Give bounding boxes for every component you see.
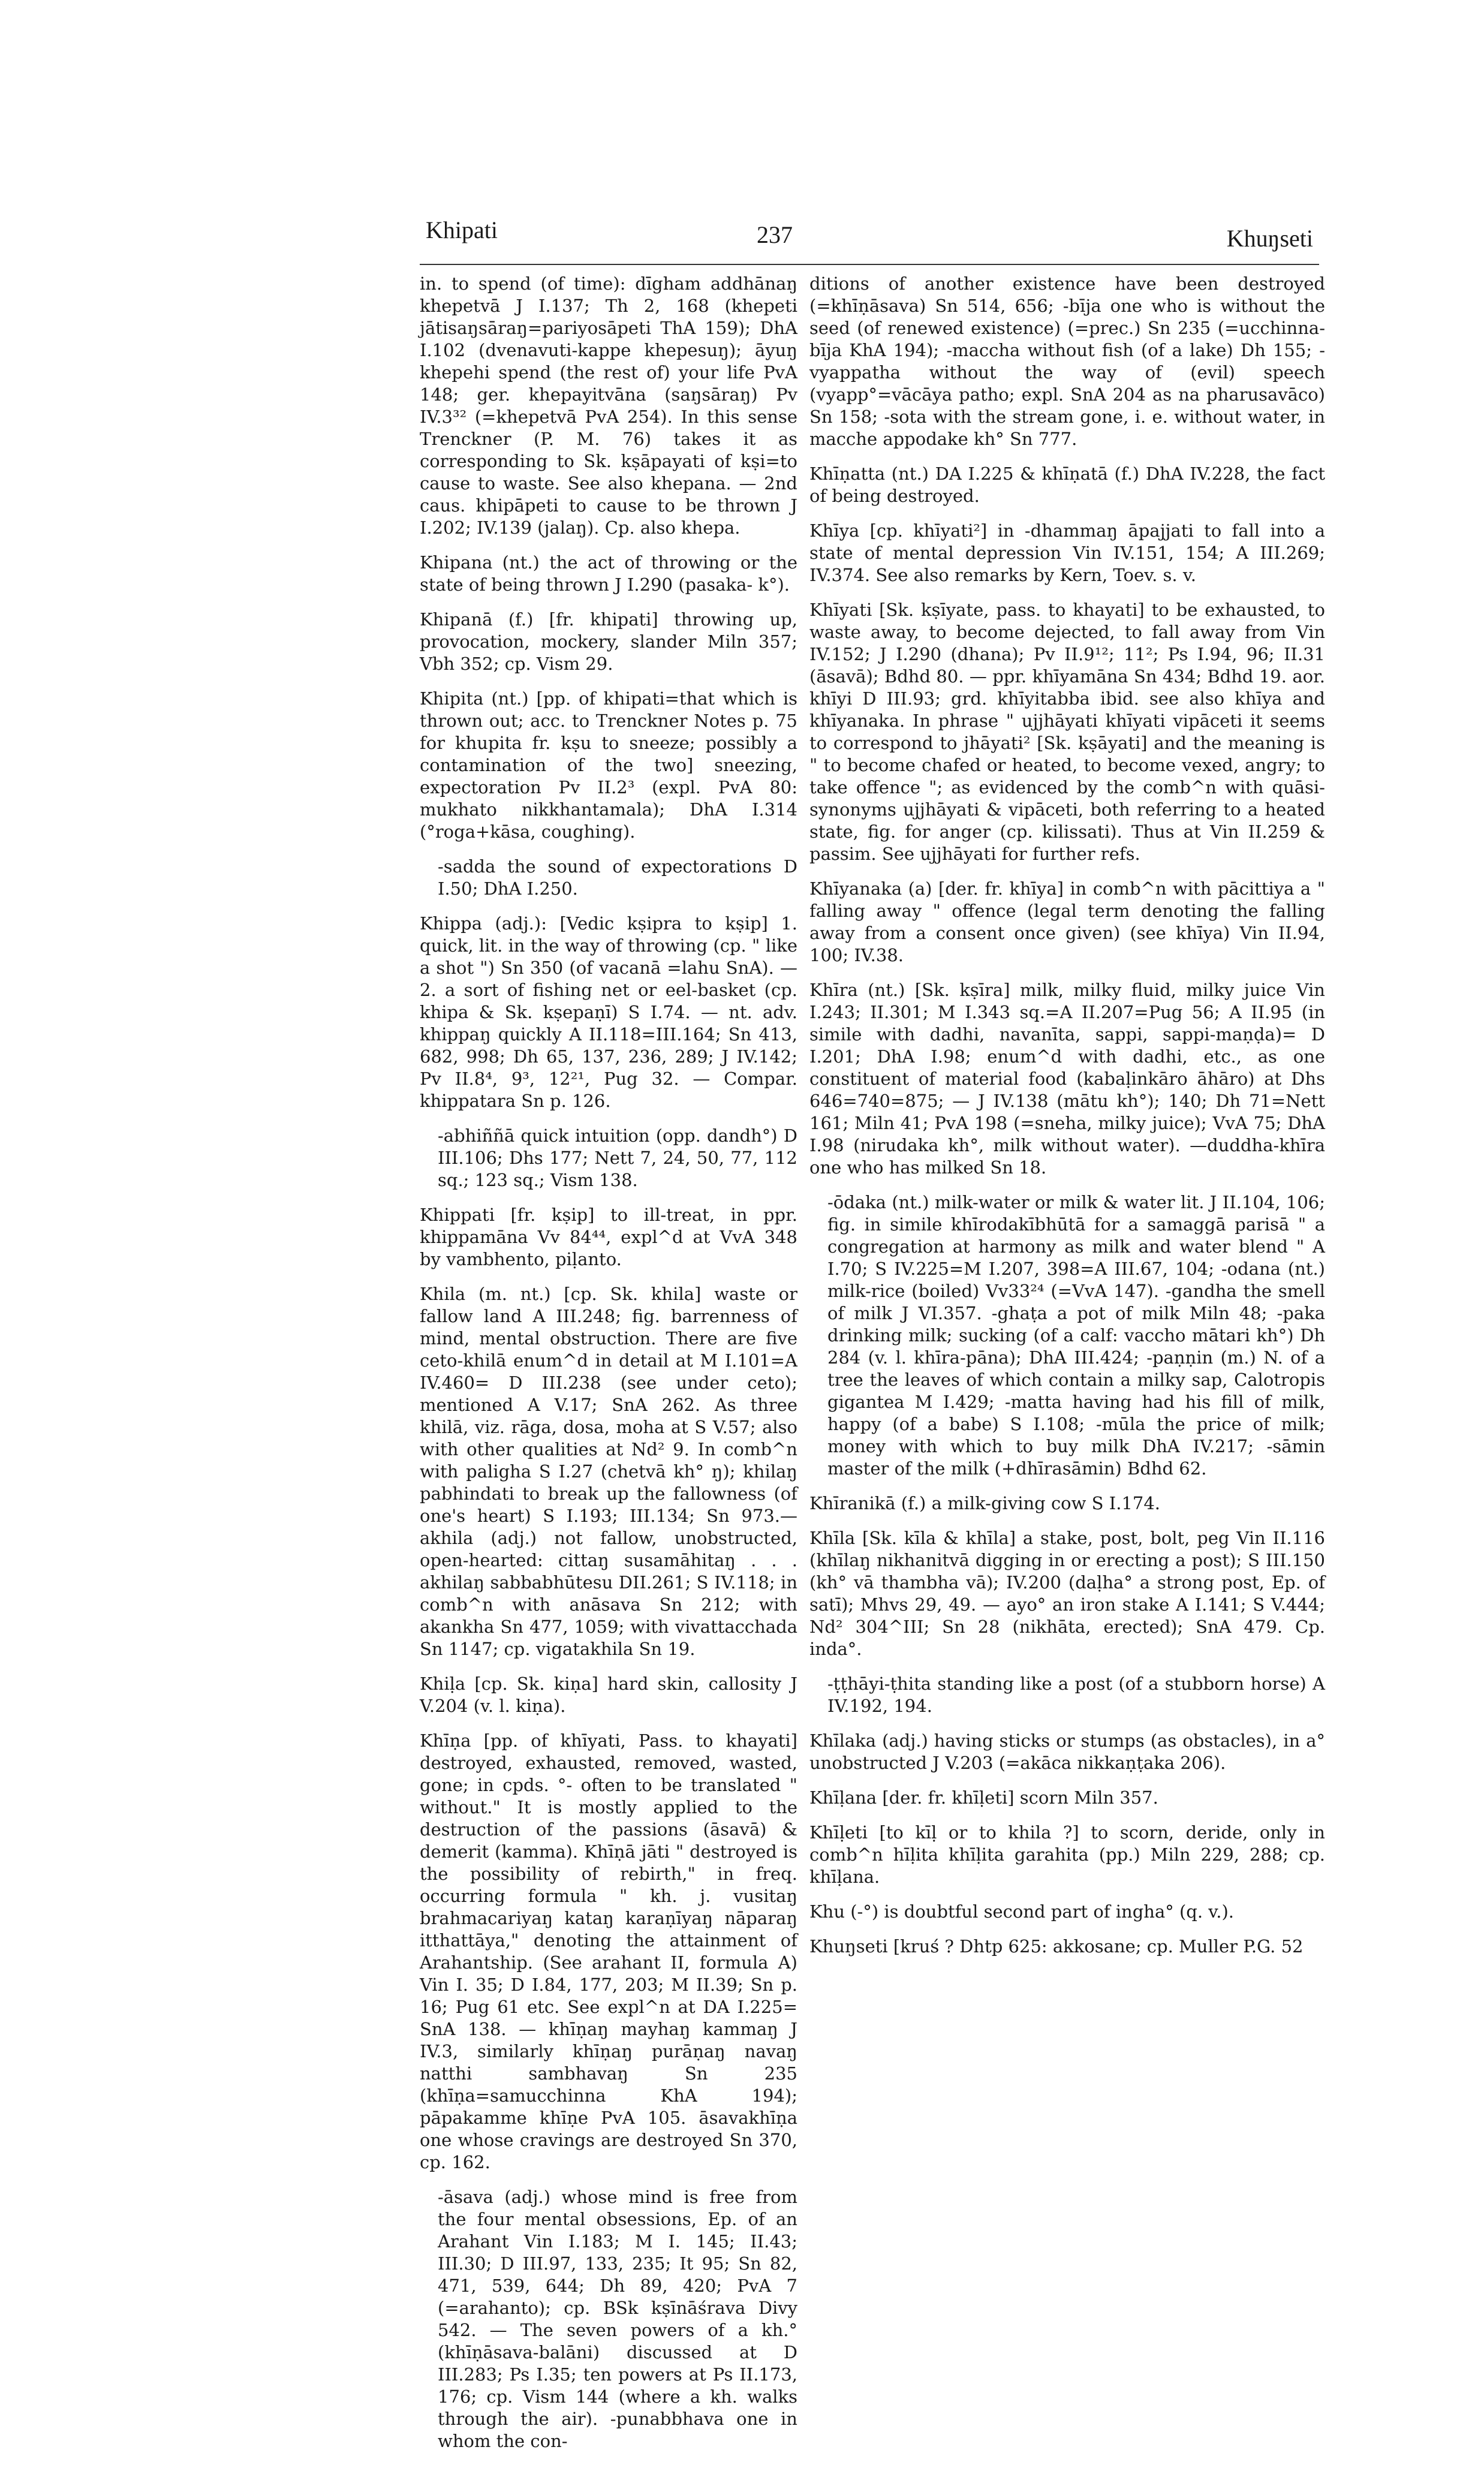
entry-khiyanaka: Khīyanaka (a) [der. fr. khīya] in comb^n with pācittiya a " falling away " offence (legal term denoting the falling away from a consent once given) (see khīya) Vin II.94, 100; IV.38. <box>809 878 1325 965</box>
entry-khipita: Khipita (nt.) [pp. of khipati=that which is thrown out; acc. to Trenckner Notes p. 75 for khupita fr. kṣu to sneeze; possibly a contamination of the two] sneezing, expectoration Pv II.2³ (expl. PvA 80: mukhato nikkhantamala); DhA I.314 (°roga+kāsa, coughing). <box>420 688 797 842</box>
entry-khiranika: Khīranikā (f.) a milk-giving cow S I.174. <box>809 1493 1161 1513</box>
subentry-abhinna: -abhiññā quick intuition (opp. dandh°) D III.106; Dhs 177; Nett 7, 24, 50, 77, 112 sq.; 123 sq.; Vism 138. <box>438 1125 797 1190</box>
entry-khipati-continued: in. to spend (of time): dīgham addhānaŋ khepetvā J I.137; Th 2, 168 (khepeti jātisaŋsāraŋ=pariyosāpeti ThA 159); DhA I.102 (dvenavuti-kappe khepesuŋ); āyuŋ khepehi spend (the rest of) your life PvA 148; ger. khepayitvāna (saŋsāraŋ) Pv IV.3³² (=khepetvā PvA 254). In this sense Trenckner (P. M. 76) takes it as corresponding to Sk. kṣāpayati of kṣi=to cause to waste. See also khepana. — 2nd caus. khipāpeti to cause to be thrown J I.202; IV.139 (jalaŋ). Cp. also khepa. <box>420 273 797 538</box>
entry-khipana-f: Khipanā (f.) [fr. khipati] throwing up, provocation, mockery, slander Miln 357; Vbh 352; cp. Vism 29. <box>420 609 797 674</box>
entry-khira: Khīra (nt.) [Sk. kṣīra] milk, milky fluid, milky juice Vin I.243; II.301; M I.343 sq.=A II.207=Pug 56; A II.95 (in simile with dadhi, navanīta, sappi, sappi-maṇḍa)= D I.201; DhA I.98; enum^d with dadhi, etc., as one constituent of material food (kabaḷinkāro āhāro) at Dhs 646=740=875; — J IV.138 (mātu kh°); 140; Dh 71=Nett 161; Miln 41; PvA 198 (=sneha, milky juice); VvA 75; DhA I.98 (nirudaka kh°, milk without water). —duddha-khīra one who has milked Sn 18. <box>809 980 1325 1178</box>
running-head-right: Khuŋseti <box>1226 225 1313 252</box>
running-head-left: Khipati <box>426 216 498 243</box>
entry-khina-continued: ditions of another existence have been destroyed (=khīṇāsava) Sn 514, 656; -bīja one who is without the seed (of renewed existence) (=prec.) Sn 235 (=ucchinna-bīja KhA 194); -maccha without fish (of a lake) Dh 155; -vyappatha without the way of (evil) speech (vyapp°=vācāya patho; expl. SnA 204 as na pharusavāco) Sn 158; -sota with the stream gone, i. e. without water, in macche appodake kh° Sn 777. <box>809 273 1325 449</box>
entry-khipana: Khipana (nt.) the act of throwing or the state of being thrown J I.290 (pasaka- k°). <box>420 552 797 595</box>
entry-khiya: Khīya [cp. khīyati²] in -dhammaŋ āpajjati to fall into a state of mental depression Vin IV.151, 154; A III.269; IV.374. See also remarks by Kern, Toev. s. v. <box>809 520 1325 585</box>
entry-khiyati: Khīyati [Sk. kṣīyate, pass. to khayati] to be exhausted, to waste away, to become dejected, to fall away from Vin IV.152; J I.290 (dhana); Pv II.9¹²; 11²; Ps I.94, 96; II.31 (āsavā); Bdhd 80. — ppr. khīyamāna Sn 434; Bdhd 19. aor. khīyi D III.93; grd. khīyitabba ibid. see also khīya and khīyanaka. In phrase " ujjhāyati khīyati vipāceti it seems to correspond to jhāyati² [Sk. kṣāyati] and the meaning is " to become chafed or heated, to become vexed, angry; to take offence "; as evidenced by the comb^n with quāsi-synonyms ujjhāyati & vipāceti, both referring to a heated state, fig. for anger (cp. kilissati). Thus at Vin II.259 & passim. See ujjhāyati for further refs. <box>809 600 1325 864</box>
header-rule <box>420 264 1319 265</box>
entry-khinatta: Khīṇatta (nt.) DA I.225 & khīṇatā (f.) DhA IV.228, the fact of being destroyed. <box>809 463 1325 506</box>
entry-khilana: Khīḷana [der. fr. khīḷeti] scorn Miln 357. <box>809 1787 1158 1808</box>
page-number: 237 <box>757 221 793 248</box>
subentry-odaka: -ōdaka (nt.) milk-water or milk & water lit. J II.104, 106; fig. in simile khīrodakībhūtā for a samaggā parisā " a congregation at harmony as milk and water blend " A I.70; S IV.225=M I.207, 398=A III.67, 104; -odana (nt.) milk-rice (boiled) Vv33²⁴ (=VvA 147). -gandha the smell of milk J VI.357. -ghaṭa a pot of milk Miln 48; -paka drinking milk; sucking (of a calf: vaccho mātari kh°) Dh 284 (v. l. khīra-pāna); DhA III.424; -paṇṇin (m.) N. of a tree the leaves of which contain a milky sap, Calotropis gigantea M I.429; -matta having had his fill of milk, happy (of a babe) S I.108; -mūla the price of milk; money with which to buy milk DhA IV.217; -sāmin master of the milk (+dhīrasāmin) Bdhd 62. <box>827 1192 1325 1479</box>
subentry-tthayi-thita: -ṭṭhāyi-ṭhita standing like a post (of a stubborn horse) A IV.192, 194. <box>827 1674 1325 1716</box>
entry-khila: Khila (m. nt.) [cp. Sk. khila] waste or fallow land A III.248; fig. barrenness of mind, mental obstruction. There are five ceto-khilā enum^d in detail at M I.101=A IV.460= D III.238 (see under ceto); mentioned A V.17; SnA 262. As three khilā, viz. rāga, dosa, moha at S V.57; also with other qualities at Nd² 9. In comb^n with paligha S I.27 (chetvā kh° ŋ); khilaŋ pabhindati to break up the fallowness (of one's heart) S I.193; III.134; Sn 973.— akhila (adj.) not fallow, unobstructed, open-hearted: cittaŋ susamāhitaŋ . . . akhilaŋ sabbabhūtesu DII.261; S IV.118; in comb^n with anāsava Sn 212; with akankha Sn 477, 1059; with vivattacchada Sn 1147; cp. vigatakhila Sn 19. <box>420 1284 797 1659</box>
entry-khippati: Khippati [fr. kṣip] to ill-treat, in ppr. khippamāna Vv 84⁴⁴, expl^d at VvA 348 by vambhento, piḷanto. <box>420 1205 797 1269</box>
entry-khina: Khīṇa [pp. of khīyati, Pass. to khayati] destroyed, exhausted, removed, wasted, gone; in cpds. °- often to be translated " without." It is mostly applied to the destruction of the passions (āsavā) & demerit (kamma). Khīṇā jāti " destroyed is the possibility of rebirth," in freq. occurring formula " kh. j. vusitaŋ brahmacariyaŋ kataŋ karaṇīyaŋ nāparaŋ itthattāya," denoting the attainment of Arahantship. (See arahant II, formula A) Vin I. 35; D I.84, 177, 203; M II.39; Sn p. 16; Pug 61 etc. See expl^n at DA I.225= SnA 138. — khīṇaŋ mayhaŋ kammaŋ J IV.3, similarly khīṇaŋ purāṇaŋ navaŋ natthi sambhavaŋ Sn 235 (khīṇa=samucchinna KhA 194); pāpakamme khīṇe PvA 105. āsavakhīṇa one whose cravings are destroyed Sn 370, cp. 162. <box>420 1730 797 2172</box>
entry-khilaka: Khīlaka (adj.) having sticks or stumps (as obstacles), in a° unobstructed J V.203 (=akāca nikkaṇṭaka 206). <box>809 1730 1325 1773</box>
entry-khila-stake: Khīla [Sk. kīla & khīla] a stake, post, bolt, peg Vin II.116 (khīlaŋ nikhanitvā digging in or erecting a post); S III.150 (kh° vā thambha vā); IV.200 (daḷha° a strong post, Ep. of satī); Mhvs 29, 49. — ayo° an iron stake A I.141; S V.444; Nd² 304^III; Sn 28 (nikhāta, erected); SnA 479. Cp. inda°. <box>809 1528 1325 1659</box>
entry-khileti: Khīḷeti [to kīḷ or to khila ?] to scorn, deride, only in comb^n hīḷita khīḷita garahita (pp.) Miln 229, 288; cp. khīḷana. <box>809 1822 1325 1887</box>
entry-khunseti: Khuŋseti [kruś ? Dhtp 625: akkosane; cp. Muller P.G. 52 <box>809 1936 1304 1957</box>
subentry-sadda: -sadda the sound of expectorations D I.50; DhA I.250. <box>438 856 797 899</box>
entry-khila-callosity: Khiḷa [cp. Sk. kiṇa] hard skin, callosity J V.204 (v. l. kiṇa). <box>420 1674 797 1716</box>
page-header <box>420 216 1331 270</box>
subentry-asava: -āsava (adj.) whose mind is free from the four mental obsessions, Ep. of an Arahant Vin I.183; M I. 145; II.43; III.30; D III.97, 133, 235; It 95; Sn 82, 471, 539, 644; Dh 89, 420; PvA 7 (=arahanto); cp. BSk kṣīnāśrava Divy 542. — The seven powers of a kh.° (khīṇāsava-balāni) discussed at D III.283; Ps I.35; ten powers at Ps II.173, 176; cp. Vism 144 (where a kh. walks through the air). -punabbhava one in whom the con- <box>438 2187 797 2451</box>
entry-khu: Khu (-°) is doubtful second part of ingha° (q. v.). <box>809 1901 1234 1922</box>
entry-khippa: Khippa (adj.): [Vedic kṣipra to kṣip] 1. quick, lit. in the way of throwing (cp. " like a shot ") Sn 350 (of vacanā =lahu SnA). — 2. a sort of fishing net or eel-basket (cp. khipa & Sk. kṣepaṇī) S I.74. — nt. adv. khippaŋ quickly A II.118=III.164; Sn 413, 682, 998; Dh 65, 137, 236, 289; J IV.142; Pv II.8⁴, 9³, 12²¹, Pug 32. — Compar. khippatara Sn p. 126. <box>420 913 797 1111</box>
right-column <box>809 273 1325 1970</box>
left-column <box>420 273 797 2465</box>
